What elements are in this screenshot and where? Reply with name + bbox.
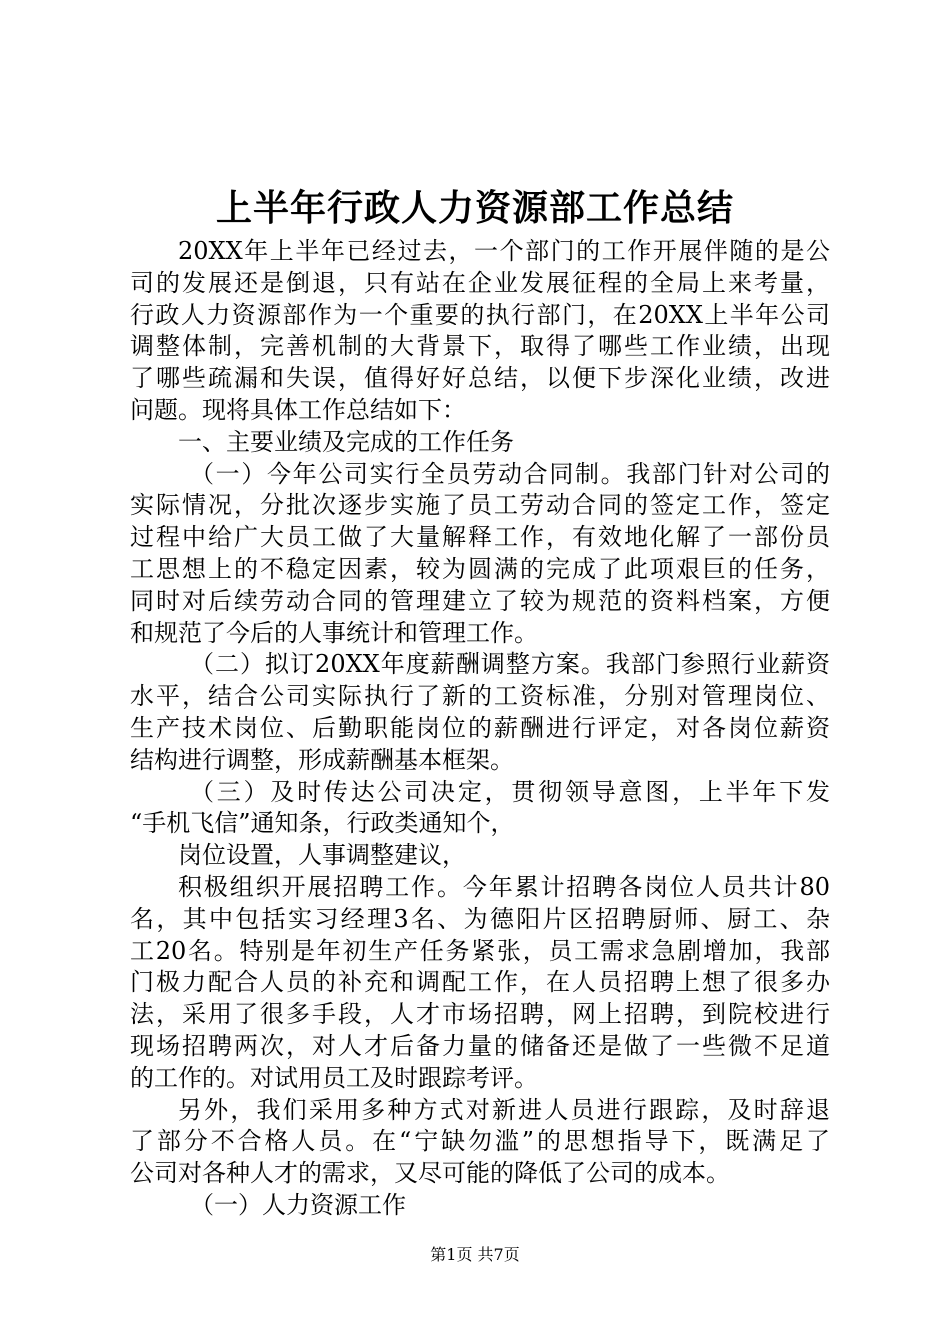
body-line: 同时对后续劳动合同的管理建立了较为规范的资料档案，方便 xyxy=(130,586,830,615)
document-body xyxy=(130,236,830,1222)
body-line: 的工作的。对试用员工及时跟踪考评。 xyxy=(130,1063,538,1092)
section-heading: （一）人力资源工作 xyxy=(190,1190,406,1219)
body-line: 行政人力资源部作为一个重要的执行部门，在20XX上半年公司 xyxy=(130,300,830,329)
body-line: 调整体制，完善机制的大背景下，取得了哪些工作业绩，出现 xyxy=(130,332,830,361)
body-line: 岗位设置，人事调整建议， xyxy=(178,841,466,870)
body-line: 门极力配合人员的补充和调配工作，在人员招聘上想了很多办 xyxy=(130,968,830,997)
body-line: 现场招聘两次，对人才后备力量的储备还是做了一些微不足道 xyxy=(130,1031,830,1060)
body-line: 公司对各种人才的需求，又尽可能的降低了公司的成本。 xyxy=(130,1159,730,1188)
body-line: 工思想上的不稳定因素，较为圆满的完成了此项艰巨的任务， xyxy=(130,554,830,583)
body-line: 过程中给广大员工做了大量解释工作，有效地化解了一部份员 xyxy=(130,523,830,552)
body-line: 法，采用了很多手段，人才市场招聘，网上招聘，到院校进行 xyxy=(130,1000,830,1029)
body-line: 20XX年上半年已经过去，一个部门的工作开展伴随的是公 xyxy=(178,237,830,265)
body-line: 水平，结合公司实际执行了新的工资标准，分别对管理岗位、 xyxy=(130,682,830,711)
body-line: 了哪些疏漏和失误，值得好好总结，以便下步深化业绩，改进 xyxy=(130,364,830,393)
body-line: 名，其中包括实习经理3名、为德阳片区招聘厨师、厨工、杂 xyxy=(130,904,830,933)
document-title: 上半年行政人力资源部工作总结 xyxy=(215,187,734,229)
section-heading: 一、主要业绩及完成的工作任务 xyxy=(178,427,514,456)
body-line: 问题。现将具体工作总结如下： xyxy=(130,395,466,424)
body-line: 了部分不合格人员。在“宁缺勿滥”的思想指导下，既满足了 xyxy=(130,1127,830,1156)
page-footer: 第1页 共7页 xyxy=(430,1245,520,1264)
body-line: 结构进行调整，形成薪酬基本框架。 xyxy=(130,745,514,774)
body-line: 实际情况，分批次逐步实施了员工劳动合同的签定工作，签定 xyxy=(130,491,830,520)
body-line: （二）拟订20XX年度薪酬调整方案。我部门参照行业薪资 xyxy=(190,650,830,679)
body-line: （三）及时传达公司决定，贯彻领导意图，上半年下发 xyxy=(190,777,830,806)
body-line: 司的发展还是倒退，只有站在企业发展征程的全局上来考量， xyxy=(130,268,830,297)
body-line: 和规范了今后的人事统计和管理工作。 xyxy=(130,618,538,647)
body-line: 工20名。特别是年初生产任务紧张，员工需求急剧增加，我部 xyxy=(130,936,830,965)
body-line: 另外，我们采用多种方式对新进人员进行跟踪，及时辞退 xyxy=(178,1095,830,1124)
body-line: 生产技术岗位、后勤职能岗位的薪酬进行评定，对各岗位薪资 xyxy=(130,713,830,742)
body-line: “手机飞信”通知条，行政类通知个， xyxy=(130,809,515,838)
body-line: 积极组织开展招聘工作。今年累计招聘各岗位人员共计80 xyxy=(178,872,830,901)
body-line: （一）今年公司实行全员劳动合同制。我部门针对公司的 xyxy=(190,459,830,488)
